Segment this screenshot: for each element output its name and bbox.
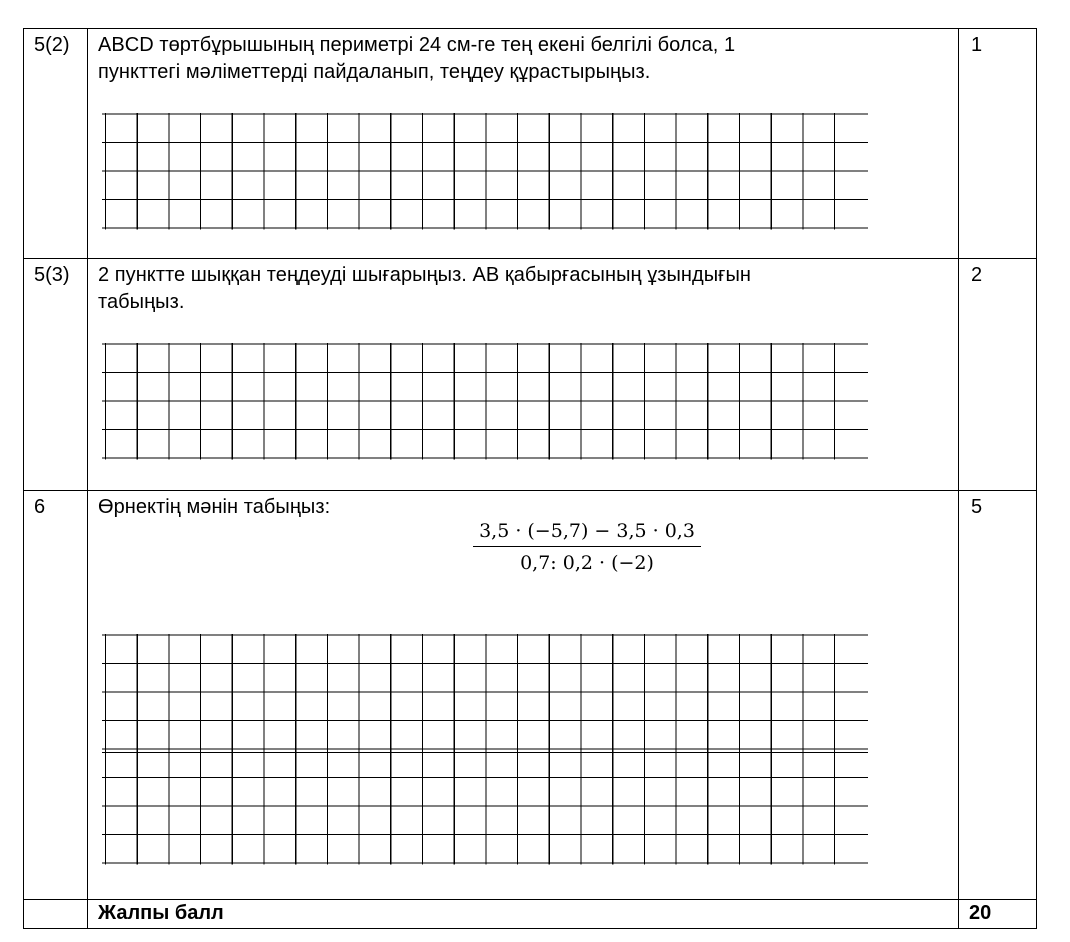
total-row (24, 900, 1037, 929)
task-points: 2 (959, 259, 1037, 491)
task-number: 5(3) (24, 259, 88, 491)
task-points: 5 (959, 491, 1037, 900)
task-points: 1 (959, 29, 1037, 259)
total-points: 20 (959, 900, 1037, 929)
task-body (88, 259, 959, 491)
task-text-line: 2 пунктте шыққан теңдеуді шығарыңыз. АВ қабырғасының ұзындығын (98, 264, 751, 286)
fraction-numerator: 3,5 · (−5,7) − 3,5 · 0,3 (473, 517, 701, 547)
answer-grid (102, 343, 868, 461)
task-number: 6 (24, 491, 88, 900)
total-label: Жалпы балл (88, 900, 959, 929)
task-row-6 (24, 491, 1037, 900)
assessment-table-container (23, 28, 1036, 929)
answer-grid (102, 634, 868, 870)
fraction-expression (473, 517, 701, 577)
task-text-line: ABCD төртбұрышының периметрі 24 см-ге тең екені белгілі болса, 1 (98, 34, 736, 56)
task-text-line: табыңыз. (98, 291, 185, 313)
task-number: 5(2) (24, 29, 88, 259)
task-body (88, 491, 959, 900)
assessment-table (23, 28, 1037, 929)
task-text-line: Өрнектің мәнін табыңыз: (98, 496, 331, 518)
total-empty-cell (24, 900, 88, 929)
task-body (88, 29, 959, 259)
task-row-5-2 (24, 29, 1037, 259)
task-text (88, 259, 958, 316)
task-text (88, 29, 958, 86)
task-text-line: пункттегі мәліметтерді пайдаланып, теңдеу құрастырыңыз. (98, 61, 651, 83)
task-row-5-3 (24, 259, 1037, 491)
answer-grid (102, 113, 868, 231)
fraction-denominator: 0,7: 0,2 · (−2) (520, 552, 654, 574)
